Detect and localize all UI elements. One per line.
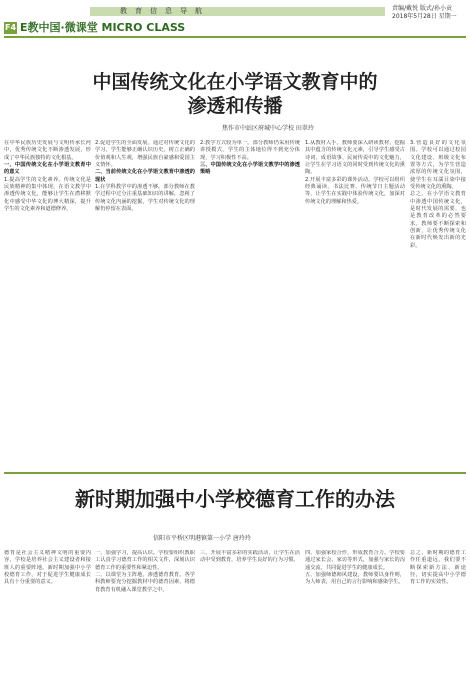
masthead-rule <box>4 36 466 38</box>
article2-column-2 <box>95 550 195 671</box>
article1-column-2 <box>95 140 195 468</box>
masthead-slogan: 教育信息导航 <box>120 7 210 15</box>
article2-column-5 <box>410 550 466 671</box>
masthead-editor: 责编/戴悦 版式/孙小贡 <box>392 5 452 12</box>
article2-column-4 <box>305 550 405 671</box>
article2-paragraph: 二、以课堂为主阵地，渗透德育教育。各学科教师要充分挖掘教材中的德育因素，将德育教育有机融入课堂教学之中。 <box>95 572 195 593</box>
article2-column-3 <box>200 550 300 671</box>
article1-paragraph: 1.在学科教学中的渗透不够。部分教师在教学过程中过分注重基础知识的讲解，忽视了传统文化内涵的挖掘，学生对传统文化的理解仍停留在表面。 <box>95 184 195 213</box>
article1-byline: 焦作市中站区府城中心学校 田翠玲 <box>222 125 314 132</box>
article1-title <box>0 70 470 118</box>
article2-column-1 <box>4 550 91 671</box>
article1-heading: 二、当前传统文化在小学语文教育中渗透的现状 <box>95 169 195 183</box>
page-number: F4 <box>4 23 17 32</box>
article1-heading: 三、中国传统文化在小学语文教学中的渗透策略 <box>200 162 300 176</box>
article1-paragraph: 2.教学方式较为单一。部分教师仍采用传统讲授模式，学生的主体地位得不到充分体现，学习积极性不高。 <box>200 140 300 161</box>
masthead-date: 2018年5月28日 星期一 <box>392 13 457 20</box>
article1-column-5 <box>410 140 466 468</box>
article1-title-line2: 渗透和传播 <box>187 95 283 117</box>
masthead-info <box>392 5 457 21</box>
article1-column-3 <box>200 140 300 468</box>
article1-paragraph: 在中华民族历史发展与文明传承长河中，优秀传统文化不断渗透发展，形成了中华民族独特的文化根基。 <box>4 140 91 161</box>
article2-paragraph: 德育是社会主义精神文明的重要内容，学校是培养社会主义建设者和接班人的重要阵地。新时期加强中小学校德育工作，对于促进学生健康成长具有十分重要的意义。 <box>4 550 91 586</box>
article1-paragraph: 总之，在小学语文教育中渗透中国传统文化，是时代发展的需要，也是教育改革的必然要求。教师要不断探索和创新，让优秀传统文化在新时代焕发出新的光彩。 <box>410 191 466 249</box>
article2-paragraph: 四、加强家校合作，形成教育合力。学校要通过家长会、家访等形式，加强与家长的沟通交流，共同促进学生的健康成长。 <box>305 550 405 571</box>
article2-title: 新时期加强中小学校德育工作的办法 <box>75 487 395 511</box>
article2-paragraph: 三、开展丰富多彩的实践活动，让学生在活动中受到教育，培养学生良好的行为习惯。 <box>200 550 300 564</box>
article1-paragraph: 2.开展丰富多彩的课外活动。学校可以组织经典诵读、书法比赛、传统节日主题活动等，让学生在实践中体验传统文化，加深对传统文化的理解和热爱。 <box>305 176 405 205</box>
article1-column-1 <box>4 140 91 468</box>
article1-paragraph: 3.营造良好的文化氛围。学校可以通过校园文化建设、班级文化布置等方式，为学生营造浓厚的传统文化氛围，使学生在耳濡目染中接受传统文化的熏陶。 <box>410 140 466 191</box>
article2-paragraph: 一、加强学习，提高认识。学校要组织教职工认真学习德育工作的相关文件，深刻认识德育工作的重要性和紧迫性。 <box>95 550 195 571</box>
article1-paragraph: 1.从教材入手。教师要深入研读教材，挖掘其中蕴含的传统文化元素，引导学生感受古诗词、成语故事、民间传说中的文化魅力，让学生在学习语文的同时受到传统文化的熏陶。 <box>305 140 405 176</box>
article1-heading: 一、中国传统文化在小学语文教育中的意义 <box>4 162 91 176</box>
column-name: E教中国·微课堂 MICRO CLASS <box>20 21 186 34</box>
article1-column-4 <box>305 140 405 468</box>
article2-paragraph: 总之，新时期的德育工作任重道远，我们要不断探索新方法、新途径，切实提高中小学德育工作的实效性。 <box>410 550 466 586</box>
article1-paragraph: 2.促进学生的全面发展。通过对传统文化的学习，学生能够正确认识历史，树立正确的价值观和人生观，增强民族自豪感和爱国主义情怀。 <box>95 140 195 169</box>
article1-paragraph: 1.提高学生的文化素养。传统文化是民族精神的集中体现，在语文教学中渗透传统文化，能够让学生在潜移默化中感受中华文化的博大精深，提升学生的文化素养和道德修养。 <box>4 176 91 213</box>
article2-paragraph: 五、加强师德师风建设，教师要以身作则，为人师表，用自己的言行影响和感染学生。 <box>305 572 405 586</box>
article1-title-line1: 中国传统文化在小学语文教育中的 <box>92 71 378 93</box>
article2-byline: 信阳市平桥区明港镇第一小学 唐玲玲 <box>153 535 251 542</box>
section-divider <box>4 472 466 474</box>
